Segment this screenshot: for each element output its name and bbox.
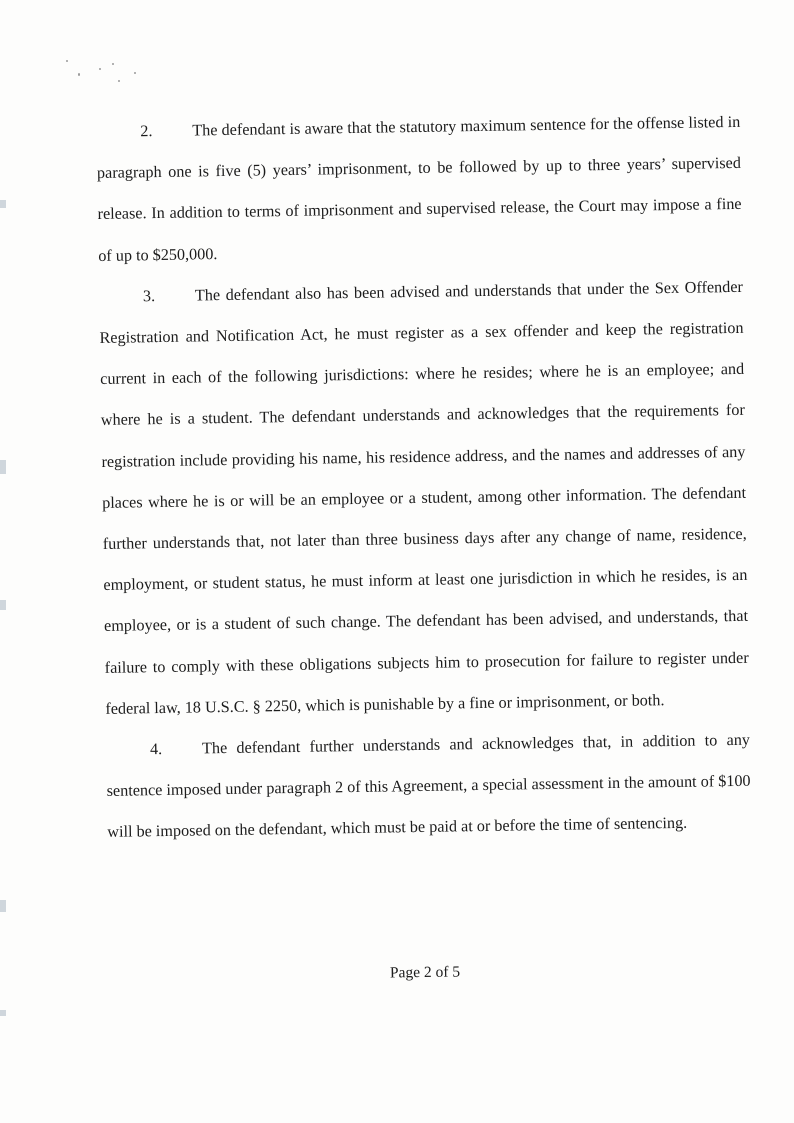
paragraph-number: 4. [149,740,163,759]
paragraph-3 [99,267,750,730]
paragraph-text: The defendant also has been advised and understands that under the Sex Offender Registration and Notification Act, he must register as a sex offender and keep the registration current in each of the following jurisdictions: where he resides; where he is an employee; and where he is a student. The defendant understands and acknowledges that the requirements for registration include providing his name, his residence address, and the names and addresses of any places where he is or will be an employee or a student, among other information. The defendant further understands that, not later than three business days after any change of name, residence, employment, or student status, he must inform at least one jurisdiction in which he resides, is an employee, or is a student of such change. The defendant has been advised, and understands, that failure to comply with these obligations subjects him to prosecution for failure to register under federal law, 18 U.S.C. § 2250, which is punishable by a fine or imprisonment, or both. [99,277,749,718]
scan-speck [112,63,114,65]
scan-edge-mark [0,1010,6,1016]
paragraph-2 [96,102,743,277]
scan-speck [99,68,101,70]
paragraph-number: 3. [142,286,156,306]
paragraph-text: The defendant is aware that the statutory maximum sentence for the offense listed in paragraph one is five (5) years’ imprisonment, to be followed by up to three years’ supervised release. In addition to terms of imprisonment and supervised release, the Court may impose a fine of up to $250,000. [96,112,742,265]
paragraph-text: The defendant further understands and acknowledges that, in addition to any sentence imposed under paragraph 2 of this Agreement, a special assessment in the amount of $100 will be imposed on the defendant, which must be paid at or before the time of sentencing. [106,730,751,842]
page-number-footer: Page 2 of 5 [389,963,461,982]
paragraph-4 [106,720,752,854]
paragraph-number: 2. [140,122,153,141]
scan-edge-mark [0,600,6,610]
scan-edge-mark [0,200,6,208]
scan-speck [66,60,68,62]
scan-edge-mark [0,900,6,912]
document-body [96,102,752,854]
scan-edge-mark [0,460,6,474]
scan-speck [118,80,120,82]
scan-speck [134,72,136,74]
scan-speck [78,73,80,76]
